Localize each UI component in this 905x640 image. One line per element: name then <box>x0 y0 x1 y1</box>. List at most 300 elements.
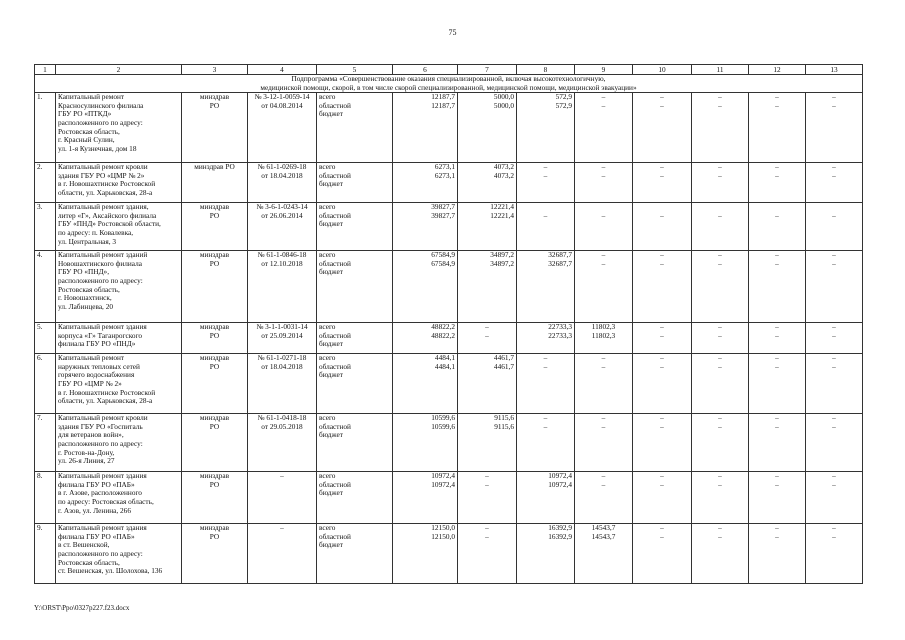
funding-source-cell <box>317 163 393 203</box>
object-name-line: ГБУ «ПНД» Ростовской области, <box>58 219 161 229</box>
amount-value: – <box>485 479 489 489</box>
col-num: 3 <box>182 65 248 75</box>
amount-value: 12221,4 <box>490 202 514 212</box>
amount-value: – <box>601 353 606 363</box>
amount-value: – <box>718 531 722 541</box>
subprogram-title-line: медицинской помощи, скорой, в том числе скорой специализированной, медицинской помощи, медицинской эвакуации» <box>260 82 637 92</box>
amount-value: 4484,1 <box>434 361 455 371</box>
object-name-line: расположенного по адресу: <box>58 548 143 558</box>
col-num: 8 <box>517 65 575 75</box>
amount-value: – <box>601 100 606 110</box>
amount-cell <box>749 414 806 472</box>
table-row <box>35 163 863 203</box>
funding-source-budget: областной <box>319 210 351 220</box>
amount-value: – <box>601 361 606 371</box>
amount-cell <box>393 93 458 163</box>
amount-value: 12150,0 <box>431 531 455 541</box>
document-line: № 3-1-1-0031-14 <box>256 322 308 332</box>
amount-value: – <box>660 100 664 110</box>
amount-cell <box>633 163 692 203</box>
object-name-line: Капитальный ремонт зданий <box>58 250 148 260</box>
funding-source-budget: бюджет <box>319 488 343 498</box>
amount-value: – <box>601 92 606 102</box>
table-row <box>35 414 863 472</box>
executor-cell <box>182 472 248 524</box>
funding-source-budget: бюджет <box>319 109 343 119</box>
amount-cell <box>393 472 458 524</box>
col-num: 13 <box>806 65 863 75</box>
amount-value: – <box>832 250 836 260</box>
amount-value: – <box>832 479 836 489</box>
object-name-line: горячего водоснабжения <box>58 370 135 380</box>
amount-value: – <box>775 162 779 172</box>
amount-value: – <box>718 330 722 340</box>
row-number: 5. <box>37 322 43 332</box>
amount-value: 12187,7 <box>431 92 455 102</box>
amount-cell <box>575 323 633 354</box>
funding-source-budget: областной <box>319 170 351 180</box>
amount-cell <box>393 163 458 203</box>
object-name-line: Капитальный ремонт кровли <box>58 162 148 172</box>
amount-value: 22733,3 <box>548 322 572 332</box>
document-cell <box>248 163 317 203</box>
object-name-cell <box>56 354 182 414</box>
footer-file-path: Y:\ORST\Ppo\0327p227.f23.docx <box>34 604 130 612</box>
amount-value: 12221,4 <box>490 210 514 220</box>
amount-cell <box>575 251 633 323</box>
amount-value: 10972,4 <box>548 471 572 481</box>
amount-cell <box>393 524 458 584</box>
funding-source-budget: областной <box>319 479 351 489</box>
col-num: 12 <box>749 65 806 75</box>
row-number: 1. <box>37 92 43 102</box>
amount-cell <box>749 472 806 524</box>
amount-value: – <box>718 100 722 110</box>
funding-source-total: всего <box>319 413 336 423</box>
amount-value: 14543,7 <box>591 523 616 533</box>
amount-cell <box>458 93 517 163</box>
amount-value: – <box>718 471 722 481</box>
amount-cell <box>806 414 863 472</box>
amount-value: – <box>660 92 664 102</box>
executor-cell <box>182 354 248 414</box>
amount-value: 67584,9 <box>431 258 455 268</box>
amount-value: 9115,6 <box>494 421 514 431</box>
amount-value: – <box>832 322 836 332</box>
executor-line: минздрав <box>199 92 230 102</box>
amount-value: 12187,7 <box>431 100 455 110</box>
amount-cell <box>806 93 863 163</box>
row-number-cell <box>35 414 56 472</box>
funding-source-budget: бюджет <box>319 339 343 349</box>
funding-source-cell <box>317 414 393 472</box>
amount-value: – <box>775 479 779 489</box>
amount-cell <box>806 524 863 584</box>
amount-cell <box>692 414 749 472</box>
object-name-line: Капитальный ремонт <box>58 353 125 363</box>
amount-value: 10972,4 <box>431 479 455 489</box>
object-name-line: Капитальный ремонт <box>58 92 125 102</box>
amount-value: – <box>718 250 722 260</box>
col-num: 4 <box>248 65 317 75</box>
amount-value: – <box>660 413 664 423</box>
object-name-line: расположенного по адресу: <box>58 275 143 285</box>
row-number-cell <box>35 524 56 584</box>
document-cell <box>248 323 317 354</box>
document-cell <box>248 93 317 163</box>
column-number-row <box>35 65 863 75</box>
amount-value: – <box>543 353 548 363</box>
amount-cell <box>517 163 575 203</box>
object-name-line: ГБУ РО «ПНД», <box>58 267 110 277</box>
amount-cell <box>692 93 749 163</box>
amount-cell <box>692 524 749 584</box>
amount-value: – <box>660 258 664 268</box>
amount-value: 39827,7 <box>431 210 455 220</box>
executor-cell <box>182 163 248 203</box>
amount-value: – <box>718 162 722 172</box>
amount-value: 5000,0 <box>493 92 514 102</box>
object-name-line: Ростовская область, <box>58 557 120 567</box>
amount-cell <box>633 414 692 472</box>
funding-source-budget: областной <box>319 421 351 431</box>
amount-cell <box>575 524 633 584</box>
amount-value: – <box>775 471 779 481</box>
amount-value: 22733,3 <box>548 330 572 340</box>
document-line: № 3-12-1-0059-14 <box>254 92 310 102</box>
funding-source-cell <box>317 203 393 251</box>
funding-source-total: всего <box>319 471 336 481</box>
amount-cell <box>633 251 692 323</box>
row-number: 6. <box>37 353 43 363</box>
table-row <box>35 472 863 524</box>
amount-value: 10972,4 <box>548 479 572 489</box>
col-num: 2 <box>56 65 182 75</box>
amount-value: – <box>718 210 722 220</box>
document-cell <box>248 524 317 584</box>
amount-value: – <box>718 413 722 423</box>
amount-value: – <box>832 210 836 220</box>
amount-value: 5000,0 <box>493 100 514 110</box>
object-name-line: здания ГБУ РО «ЦМР № 2» <box>58 170 145 180</box>
amount-cell <box>633 472 692 524</box>
executor-cell <box>182 414 248 472</box>
object-name-cell <box>56 93 182 163</box>
amount-cell <box>633 524 692 584</box>
funding-source-budget: бюджет <box>319 267 343 277</box>
amount-cell <box>517 93 575 163</box>
amount-value: – <box>485 523 489 533</box>
amount-cell <box>575 414 633 472</box>
amount-value: 4484,1 <box>434 353 455 363</box>
amount-value: – <box>832 421 836 431</box>
object-name-line: ул. 26-я Линия, 27 <box>58 456 115 466</box>
amount-value: – <box>775 92 779 102</box>
amount-value: 11802,3 <box>591 322 616 332</box>
amount-cell <box>393 354 458 414</box>
amount-cell <box>806 472 863 524</box>
amount-cell <box>458 203 517 251</box>
amount-value: – <box>718 479 722 489</box>
amount-cell <box>806 203 863 251</box>
document-line: № 61-1-0269-18 <box>257 162 307 172</box>
amount-cell <box>749 251 806 323</box>
funding-source-budget: областной <box>319 361 351 371</box>
amount-value: – <box>775 330 779 340</box>
amount-value: – <box>775 421 779 431</box>
document-line: от 04.08.2014 <box>261 100 303 110</box>
amount-value: – <box>718 353 722 363</box>
amount-value: – <box>832 92 836 102</box>
table-row <box>35 93 863 163</box>
document-cell <box>248 203 317 251</box>
amount-value: 9115,6 <box>494 413 514 423</box>
amount-value: 32687,7 <box>548 250 572 260</box>
funding-source-budget: бюджет <box>319 430 343 440</box>
amount-value: – <box>775 353 779 363</box>
executor-line: минздрав <box>199 250 230 260</box>
amount-value: – <box>601 479 606 489</box>
amount-value: – <box>775 531 779 541</box>
row-number-cell <box>35 323 56 354</box>
amount-value: 12150,0 <box>431 523 455 533</box>
document-line: от 29.05.2018 <box>261 421 303 431</box>
amount-value: – <box>832 330 836 340</box>
object-name-line: г. Азов, ул. Ленина, 266 <box>58 505 131 515</box>
object-name-cell <box>56 163 182 203</box>
amount-value: 4461,7 <box>493 353 514 363</box>
col-num: 11 <box>692 65 749 75</box>
amount-value: – <box>775 210 779 220</box>
amount-value: 48822,2 <box>431 322 455 332</box>
object-name-cell <box>56 251 182 323</box>
amount-cell <box>749 93 806 163</box>
executor-line: РО <box>209 479 220 489</box>
col-num: 1 <box>35 65 56 75</box>
amount-value: – <box>832 353 836 363</box>
amount-value: – <box>601 471 606 481</box>
table-row <box>35 251 863 323</box>
funding-source-total: всего <box>319 523 336 533</box>
col-num: 10 <box>633 65 692 75</box>
amount-cell <box>633 93 692 163</box>
amount-value: – <box>660 322 664 332</box>
amount-value: 48822,2 <box>431 330 455 340</box>
object-name-cell <box>56 323 182 354</box>
executor-cell <box>182 203 248 251</box>
document-line: от 12.10.2018 <box>261 258 303 268</box>
subprogram-title <box>35 75 863 93</box>
amount-value: – <box>660 353 664 363</box>
funding-source-budget: областной <box>319 258 351 268</box>
amount-value: – <box>601 421 606 431</box>
document-line: № 3-6-1-0243-14 <box>256 202 308 212</box>
program-table <box>34 64 863 584</box>
amount-cell <box>806 323 863 354</box>
object-name-line: ул. 1-я Кузнечная, дом 18 <box>58 143 137 153</box>
amount-cell <box>458 524 517 584</box>
amount-cell <box>692 163 749 203</box>
object-name-line: литер «Г», Аксайского филиала <box>58 210 157 220</box>
funding-source-total: всего <box>319 250 336 260</box>
object-name-cell <box>56 524 182 584</box>
amount-value: – <box>601 210 606 220</box>
document-line: от 25.09.2014 <box>261 330 303 340</box>
amount-value: – <box>601 258 606 268</box>
document-line: № 61-1-0271-18 <box>257 353 307 363</box>
funding-source-total: всего <box>319 322 336 332</box>
object-name-line: расположенного по адресу: <box>58 117 143 127</box>
amount-value: – <box>601 413 606 423</box>
row-number: 7. <box>37 413 43 423</box>
executor-line: РО <box>209 361 220 371</box>
amount-cell <box>458 414 517 472</box>
funding-source-cell <box>317 354 393 414</box>
amount-cell <box>749 163 806 203</box>
amount-value: – <box>832 413 836 423</box>
col-num: 7 <box>458 65 517 75</box>
object-name-line: в г. Азове, расположенного <box>58 488 142 498</box>
amount-value: 4073,2 <box>493 162 514 172</box>
amount-value: – <box>718 421 722 431</box>
amount-value: – <box>660 250 664 260</box>
executor-cell <box>182 524 248 584</box>
document-line: от 26.06.2014 <box>261 210 303 220</box>
amount-value: – <box>832 170 836 180</box>
object-name-line: филиала ГБУ РО «ПНД» <box>58 339 136 349</box>
col-num: 5 <box>317 65 393 75</box>
amount-value: – <box>660 531 664 541</box>
executor-cell <box>182 323 248 354</box>
object-name-line: Капитальный ремонт кровли <box>58 413 148 423</box>
amount-value: – <box>601 162 606 172</box>
amount-value: 14543,7 <box>591 531 616 541</box>
amount-cell <box>517 524 575 584</box>
executor-line: минздрав <box>199 471 230 481</box>
amount-cell <box>692 203 749 251</box>
document-cell <box>248 354 317 414</box>
amount-value: – <box>660 471 664 481</box>
executor-line: РО <box>209 210 220 220</box>
amount-cell <box>393 414 458 472</box>
amount-cell <box>458 163 517 203</box>
amount-cell <box>806 354 863 414</box>
funding-source-total: всего <box>319 202 336 212</box>
amount-value: – <box>832 471 836 481</box>
amount-cell <box>575 354 633 414</box>
executor-line: минздрав <box>199 413 230 423</box>
amount-value: – <box>718 92 722 102</box>
executor-cell <box>182 93 248 163</box>
amount-value: 16392,9 <box>548 523 572 533</box>
amount-value: – <box>660 162 664 172</box>
col-num: 9 <box>575 65 633 75</box>
amount-cell <box>692 472 749 524</box>
row-number-cell <box>35 354 56 414</box>
amount-value: – <box>485 330 489 340</box>
object-name-line: Капитальный ремонт здания, <box>58 202 149 212</box>
funding-source-budget: бюджет <box>319 370 343 380</box>
amount-value: – <box>832 162 836 172</box>
object-name-line: Капитальный ремонт здания <box>58 523 147 533</box>
amount-cell <box>458 323 517 354</box>
funding-source-cell <box>317 323 393 354</box>
object-name-line: Капитальный ремонт здания <box>58 322 147 332</box>
amount-value: – <box>543 210 548 220</box>
amount-value: – <box>832 258 836 268</box>
executor-line: РО <box>209 330 220 340</box>
amount-cell <box>517 251 575 323</box>
amount-value: – <box>832 531 836 541</box>
row-number: 2. <box>37 162 43 172</box>
row-number-cell <box>35 472 56 524</box>
amount-value: – <box>775 413 779 423</box>
executor-line: минздрав <box>199 523 230 533</box>
row-number: 4. <box>37 250 43 260</box>
amount-value: 6273,1 <box>434 162 455 172</box>
document-line: – <box>280 471 284 481</box>
executor-line: минздрав РО <box>194 162 235 172</box>
amount-value: 6273,1 <box>434 170 455 180</box>
amount-value: – <box>832 361 836 371</box>
page-number: 75 <box>448 28 457 37</box>
amount-cell <box>806 163 863 203</box>
funding-source-budget: бюджет <box>319 219 343 229</box>
object-name-line: ГБУ РО «ЦМР № 2» <box>58 378 122 388</box>
object-name-cell <box>56 472 182 524</box>
object-name-line: г. Ростов-на-Дону, <box>58 447 115 457</box>
object-name-line: корпуса «Г» Таганрогского <box>58 330 143 340</box>
document-line: от 18.04.2018 <box>261 361 303 371</box>
amount-cell <box>458 472 517 524</box>
amount-cell <box>749 524 806 584</box>
funding-source-budget: бюджет <box>319 540 343 550</box>
amount-cell <box>633 203 692 251</box>
amount-cell <box>517 354 575 414</box>
row-number: 3. <box>37 202 43 212</box>
amount-cell <box>458 251 517 323</box>
amount-cell <box>393 203 458 251</box>
subprogram-title-line: Подпрограмма «Совершенствование оказания специализированной, включая высокотехнологичную, <box>291 74 606 83</box>
executor-line: РО <box>209 100 220 110</box>
document-cell <box>248 472 317 524</box>
executor-line: минздрав <box>199 322 230 332</box>
object-name-line: ГБУ РО «ПТКД» <box>58 109 112 119</box>
funding-source-budget: областной <box>319 330 351 340</box>
executor-line: РО <box>209 421 220 431</box>
amount-value: – <box>543 170 548 180</box>
object-name-cell <box>56 203 182 251</box>
amount-cell <box>633 323 692 354</box>
object-name-line: филиала ГБУ РО «ПАБ» <box>58 479 135 489</box>
amount-cell <box>806 251 863 323</box>
amount-value: 11802,3 <box>591 330 616 340</box>
subprogram-row <box>35 75 863 93</box>
executor-cell <box>182 251 248 323</box>
amount-value: – <box>660 523 664 533</box>
amount-value: – <box>660 210 664 220</box>
amount-value: 34897,2 <box>490 258 514 268</box>
amount-value: – <box>718 258 722 268</box>
amount-value: – <box>718 322 722 332</box>
document-line: № 61-1-0418-18 <box>257 413 307 423</box>
funding-source-total: всего <box>319 92 336 102</box>
object-name-line: в г. Новошахтинске Ростовской <box>58 387 156 397</box>
document-cell <box>248 414 317 472</box>
amount-cell <box>692 251 749 323</box>
amount-cell <box>517 323 575 354</box>
amount-value: 572,9 <box>555 92 572 102</box>
